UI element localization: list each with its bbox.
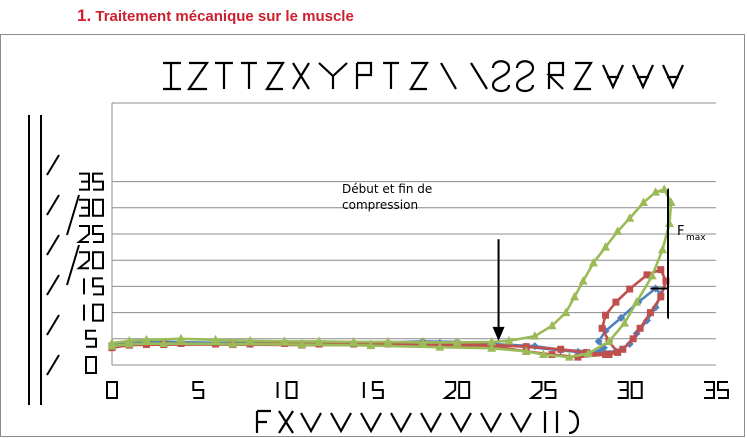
x-tick-label (107, 382, 117, 398)
data-point (657, 266, 664, 273)
x-tick-label (364, 382, 383, 398)
data-point (557, 346, 564, 353)
y-tick-label (79, 252, 103, 268)
data-point (612, 299, 619, 306)
y-tick-label (86, 331, 96, 347)
data-point (657, 293, 664, 300)
data-point (626, 286, 633, 293)
x-tick-labels (107, 382, 728, 398)
data-point (665, 219, 674, 228)
data-point (647, 309, 654, 316)
x-tick-label (278, 382, 297, 398)
y-tick-label (86, 357, 96, 373)
data-point (658, 245, 667, 254)
y-tick-labels (79, 174, 103, 373)
data-point (619, 346, 626, 353)
data-point (599, 325, 606, 332)
x-tick-label (193, 382, 203, 398)
data-point (630, 335, 637, 342)
data-point (637, 325, 644, 332)
data-point (602, 312, 609, 319)
section-heading (77, 6, 354, 26)
section-title: Traitement mécanique sur le muscle (95, 8, 354, 25)
annotation-text-line: Début et fin de (342, 182, 433, 196)
section-number: 1. (77, 6, 92, 25)
series-line (112, 189, 671, 357)
chart-frame (0, 34, 745, 437)
data-point (602, 351, 609, 358)
y-tick-label (79, 174, 103, 190)
annotation-text-line: compression (342, 198, 419, 212)
x-tick-label (704, 382, 728, 398)
y-tick-label (84, 305, 103, 321)
y-tick-label (79, 226, 103, 242)
annotations (342, 182, 706, 341)
x-tick-label (618, 382, 642, 398)
y-tick-label (84, 278, 103, 294)
x-tick-label (445, 382, 469, 398)
chart-title-glyphs (163, 61, 683, 91)
y-axis-title-glyphs (29, 115, 79, 405)
fmax-subscript: max (686, 233, 706, 243)
x-tick-label (531, 382, 555, 398)
line-chart (1, 35, 746, 438)
fmax-label: F (677, 224, 685, 239)
x-axis-title-glyphs (257, 411, 578, 433)
y-tick-label (79, 200, 103, 216)
